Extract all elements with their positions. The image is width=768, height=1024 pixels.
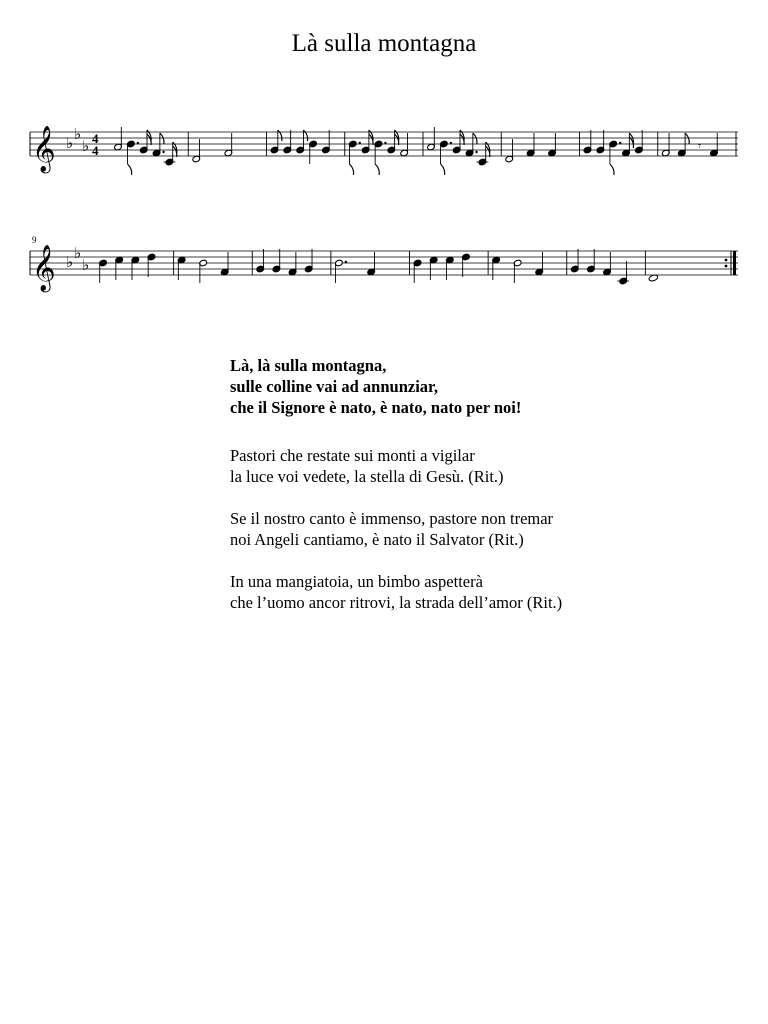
chorus-line: sulle colline vai ad annunziar, bbox=[230, 377, 438, 396]
note-flag bbox=[128, 164, 132, 175]
chorus-line: Là, là sulla montagna, bbox=[230, 356, 387, 375]
note-flag bbox=[375, 164, 379, 175]
note-flag bbox=[610, 164, 614, 175]
verse-line: la luce voi vedete, la stella di Gesù. (Rit.) bbox=[230, 467, 504, 486]
note-flag bbox=[685, 133, 689, 144]
note-flag bbox=[441, 164, 445, 175]
repeat-dot bbox=[725, 265, 728, 268]
time-signature-denominator: 4 bbox=[92, 143, 99, 158]
chorus-line: che il Signore è nato, è nato, nato per noi! bbox=[230, 398, 522, 417]
chorus bbox=[230, 355, 730, 418]
verse-line: che l’uomo ancor ritrovi, la strada dell’amor (Rit.) bbox=[230, 593, 563, 612]
measure-number: 9 bbox=[32, 235, 37, 245]
lyrics-block bbox=[230, 355, 730, 634]
flat-icon: ♭ bbox=[66, 253, 74, 271]
staff-system-2 bbox=[30, 235, 738, 293]
verse-2 bbox=[230, 508, 730, 550]
verse-line: Pastori che restate sui monti a vigilar bbox=[230, 446, 475, 465]
staff-system-1 bbox=[30, 125, 738, 175]
repeat-dot bbox=[725, 259, 728, 262]
note-flag bbox=[160, 133, 164, 144]
verse-1 bbox=[230, 445, 730, 487]
verse-line: noi Angeli cantiamo, è nato il Salvator (Rit.) bbox=[230, 530, 524, 549]
sheet-music bbox=[0, 0, 768, 320]
verse-line: In una mangiatoia, un bimbo aspetterà bbox=[230, 572, 483, 591]
treble-clef-icon: 𝄞 bbox=[32, 126, 56, 172]
verse-3 bbox=[230, 571, 730, 613]
time-signature-numerator: 4 bbox=[92, 131, 99, 146]
verse-line: Se il nostro canto è immenso, pastore non tremar bbox=[230, 509, 554, 528]
flat-icon: ♭ bbox=[82, 137, 90, 155]
flat-icon: ♭ bbox=[74, 244, 82, 262]
flat-icon: ♭ bbox=[66, 134, 74, 152]
flat-icon: ♭ bbox=[74, 125, 82, 143]
note-flag bbox=[473, 133, 477, 144]
note-flag bbox=[349, 164, 353, 175]
eighth-rest-icon: 𝄾 bbox=[697, 139, 702, 153]
flat-icon: ♭ bbox=[82, 256, 90, 274]
treble-clef-icon: 𝄞 bbox=[32, 245, 56, 291]
song-title: Là sulla montagna bbox=[291, 30, 477, 57]
final-barline bbox=[733, 251, 736, 275]
